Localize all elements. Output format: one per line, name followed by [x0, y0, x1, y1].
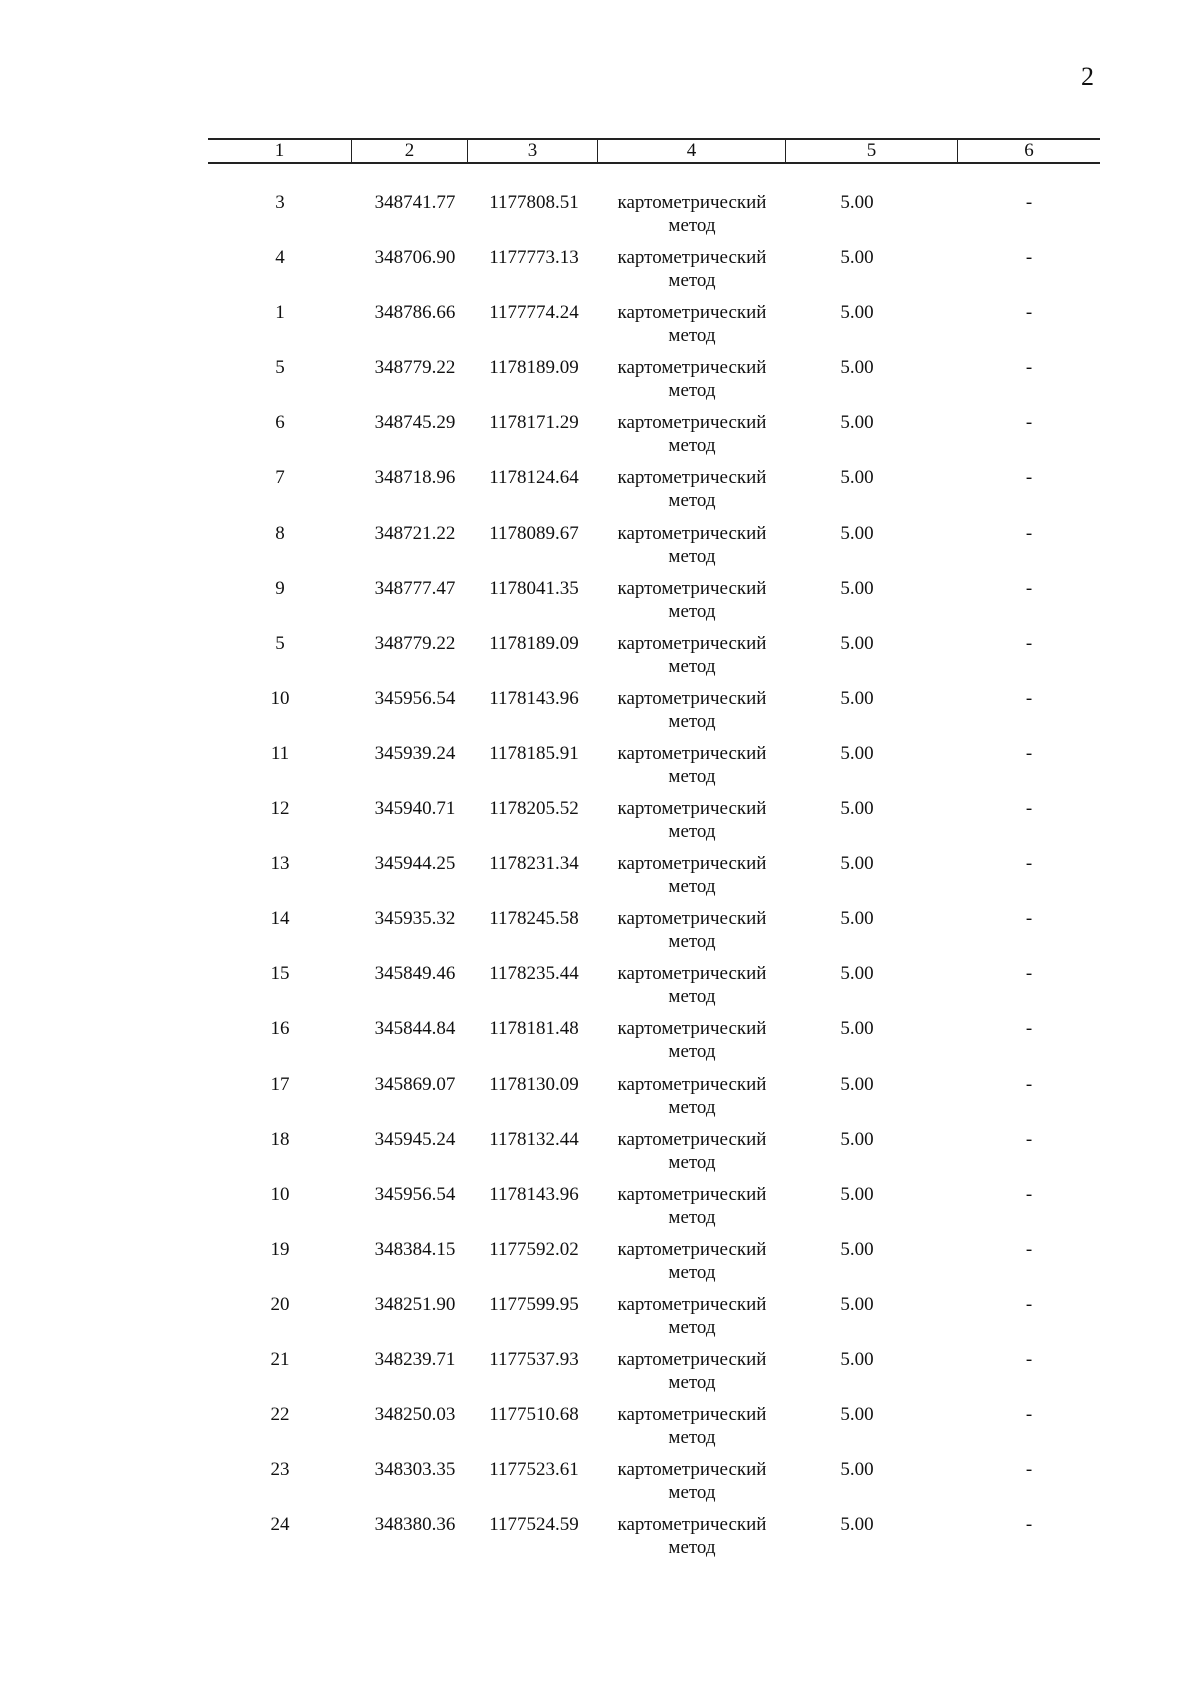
- method-line-2: метод: [668, 215, 716, 236]
- method-line-1: картометрический: [617, 632, 767, 654]
- method-cell: [598, 797, 786, 843]
- method-line-2: метод: [668, 600, 716, 622]
- method-line-1: картометрический: [617, 467, 767, 489]
- method-line-2: метод: [668, 821, 716, 843]
- method-line-2: метод: [668, 765, 716, 787]
- point-number-cell: 5: [275, 632, 285, 654]
- point-number-cell: 3: [275, 192, 285, 213]
- method-line-2: метод: [668, 1316, 716, 1338]
- method-cell: [598, 1293, 786, 1339]
- x-coordinate-cell: 345869.07: [374, 1073, 456, 1095]
- x-coordinate-cell: 345956.54: [374, 1183, 456, 1205]
- note-cell: -: [1025, 1348, 1033, 1370]
- method-line-2: метод: [668, 490, 716, 512]
- note-cell: -: [1025, 1459, 1033, 1481]
- method-cell: [598, 466, 786, 512]
- y-coordinate-cell: 1178143.96: [489, 687, 579, 709]
- x-coordinate-cell: 345849.46: [374, 963, 456, 985]
- table-row: [208, 1293, 1100, 1348]
- table-row: [208, 522, 1100, 577]
- table-row: [208, 577, 1100, 632]
- accuracy-cell: 5.00: [840, 687, 874, 709]
- table-row: [208, 301, 1100, 356]
- y-coordinate-cell: 1178189.09: [489, 632, 579, 654]
- y-coordinate-cell: 1178041.35: [489, 577, 579, 599]
- note-cell: -: [1025, 357, 1033, 379]
- method-line-2: метод: [668, 876, 716, 898]
- method-cell: [598, 191, 786, 237]
- method-cell: [598, 907, 786, 953]
- header-cell-1: 1: [208, 140, 352, 162]
- method-line-2: метод: [668, 986, 716, 1008]
- y-coordinate-cell: 1177524.59: [489, 1514, 579, 1536]
- method-cell: [598, 522, 786, 568]
- method-cell: [598, 577, 786, 623]
- accuracy-cell: 5.00: [840, 908, 874, 930]
- method-cell: [598, 852, 786, 898]
- x-coordinate-cell: 348250.03: [374, 1404, 456, 1426]
- method-line-1: картометрический: [617, 1293, 767, 1315]
- table-row: [208, 1513, 1100, 1568]
- point-number-cell: 21: [270, 1348, 290, 1370]
- method-line-2: метод: [668, 435, 716, 457]
- point-number-cell: 20: [270, 1293, 290, 1315]
- method-line-1: картометрический: [617, 1459, 767, 1481]
- method-cell: [598, 1017, 786, 1063]
- y-coordinate-cell: 1178130.09: [489, 1073, 579, 1095]
- x-coordinate-cell: 348779.22: [374, 357, 456, 379]
- y-coordinate-cell: 1177592.02: [489, 1238, 579, 1260]
- x-coordinate-cell: 348741.77: [374, 192, 456, 213]
- y-coordinate-cell: 1177523.61: [489, 1459, 579, 1481]
- note-cell: -: [1025, 798, 1033, 820]
- note-cell: -: [1025, 963, 1033, 985]
- point-number-cell: 13: [270, 853, 290, 875]
- y-coordinate-cell: 1178143.96: [489, 1183, 579, 1205]
- x-coordinate-cell: 345956.54: [374, 687, 456, 709]
- method-cell: [598, 1513, 786, 1559]
- x-coordinate-cell: 348706.90: [374, 247, 456, 269]
- x-coordinate-cell: 345939.24: [374, 742, 456, 764]
- y-coordinate-cell: 1177773.13: [489, 247, 579, 269]
- accuracy-cell: 5.00: [840, 853, 874, 875]
- method-line-1: картометрический: [617, 577, 767, 599]
- method-cell: [598, 1183, 786, 1229]
- table-row: [208, 1128, 1100, 1183]
- note-cell: -: [1025, 577, 1033, 599]
- method-line-2: метод: [668, 1371, 716, 1393]
- method-line-1: картометрический: [617, 1238, 767, 1260]
- note-cell: -: [1025, 302, 1033, 324]
- table-row: [208, 852, 1100, 907]
- table-row: [208, 411, 1100, 466]
- method-line-2: метод: [668, 1261, 716, 1283]
- method-cell: [598, 1348, 786, 1394]
- y-coordinate-cell: 1177599.95: [489, 1293, 579, 1315]
- point-number-cell: 23: [270, 1459, 290, 1481]
- accuracy-cell: 5.00: [840, 1128, 874, 1150]
- note-cell: -: [1025, 412, 1033, 434]
- x-coordinate-cell: 345944.25: [374, 853, 456, 875]
- point-number-cell: 10: [270, 1183, 290, 1205]
- accuracy-cell: 5.00: [840, 577, 874, 599]
- note-cell: -: [1025, 247, 1033, 269]
- y-coordinate-cell: 1177537.93: [489, 1348, 579, 1370]
- point-number-cell: 16: [270, 1018, 290, 1040]
- table-header: [208, 138, 1100, 164]
- note-cell: -: [1025, 742, 1033, 764]
- accuracy-cell: 5.00: [840, 632, 874, 654]
- page-number: 2: [1081, 62, 1094, 91]
- x-coordinate-cell: 348777.47: [374, 577, 456, 599]
- accuracy-cell: 5.00: [840, 192, 874, 213]
- accuracy-cell: 5.00: [840, 522, 874, 544]
- method-line-2: метод: [668, 1041, 716, 1063]
- method-line-1: картометрический: [617, 1183, 767, 1205]
- point-number-cell: 24: [270, 1514, 290, 1536]
- method-line-1: картометрический: [617, 1128, 767, 1150]
- header-cell-3: 3: [468, 140, 598, 162]
- accuracy-cell: 5.00: [840, 1018, 874, 1040]
- note-cell: -: [1025, 1238, 1033, 1260]
- method-cell: [598, 246, 786, 292]
- header-cell-6: 6: [1024, 140, 1034, 161]
- x-coordinate-cell: 345844.84: [374, 1018, 456, 1040]
- table-row: [208, 1183, 1100, 1238]
- table-row: [208, 742, 1100, 797]
- accuracy-cell: 5.00: [840, 467, 874, 489]
- point-number-cell: 19: [270, 1238, 290, 1260]
- note-cell: -: [1025, 1514, 1033, 1536]
- x-coordinate-cell: 348786.66: [374, 302, 456, 324]
- note-cell: -: [1025, 1018, 1033, 1040]
- x-coordinate-cell: 348239.71: [374, 1348, 456, 1370]
- x-coordinate-cell: 348251.90: [374, 1293, 456, 1315]
- point-number-cell: 11: [270, 742, 290, 764]
- accuracy-cell: 5.00: [840, 1514, 874, 1536]
- table-row: [208, 1238, 1100, 1293]
- table-row: [208, 1017, 1100, 1072]
- method-cell: [598, 1238, 786, 1284]
- accuracy-cell: 5.00: [840, 1073, 874, 1095]
- method-line-2: метод: [668, 270, 716, 292]
- header-cell-4: 4: [598, 140, 786, 162]
- y-coordinate-cell: 1177808.51: [489, 192, 579, 213]
- method-cell: [598, 1458, 786, 1504]
- table-row: [208, 797, 1100, 852]
- method-line-2: метод: [668, 1537, 716, 1559]
- method-cell: [598, 632, 786, 678]
- note-cell: -: [1025, 1404, 1033, 1426]
- x-coordinate-cell: 348721.22: [374, 522, 456, 544]
- point-number-cell: 18: [270, 1128, 290, 1150]
- point-number-cell: 12: [270, 798, 290, 820]
- method-cell: [598, 1128, 786, 1174]
- x-coordinate-cell: 345945.24: [374, 1128, 456, 1150]
- method-cell: [598, 411, 786, 457]
- method-line-1: картометрический: [617, 853, 767, 875]
- note-cell: -: [1025, 1128, 1033, 1150]
- x-coordinate-cell: 348303.35: [374, 1459, 456, 1481]
- accuracy-cell: 5.00: [840, 742, 874, 764]
- accuracy-cell: 5.00: [840, 1183, 874, 1205]
- method-cell: [598, 687, 786, 733]
- point-number-cell: 9: [275, 577, 285, 599]
- method-line-1: картометрический: [617, 908, 767, 930]
- note-cell: -: [1025, 1073, 1033, 1095]
- y-coordinate-cell: 1178132.44: [489, 1128, 579, 1150]
- method-line-1: картометрический: [617, 1404, 767, 1426]
- method-line-2: метод: [668, 1482, 716, 1504]
- accuracy-cell: 5.00: [840, 302, 874, 324]
- method-line-1: картометрический: [617, 247, 767, 269]
- table-row: [208, 191, 1100, 246]
- x-coordinate-cell: 348384.15: [374, 1238, 456, 1260]
- method-line-1: картометрический: [617, 302, 767, 324]
- accuracy-cell: 5.00: [840, 412, 874, 434]
- point-number-cell: 1: [275, 302, 285, 324]
- y-coordinate-cell: 1178181.48: [489, 1018, 579, 1040]
- method-line-1: картометрический: [617, 1348, 767, 1370]
- y-coordinate-cell: 1178189.09: [489, 357, 579, 379]
- point-number-cell: 5: [275, 357, 285, 379]
- table-row: [208, 1458, 1100, 1513]
- note-cell: -: [1025, 908, 1033, 930]
- method-line-2: метод: [668, 655, 716, 677]
- accuracy-cell: 5.00: [840, 1238, 874, 1260]
- table-row: [208, 246, 1100, 301]
- y-coordinate-cell: 1178205.52: [489, 798, 579, 820]
- accuracy-cell: 5.00: [840, 1293, 874, 1315]
- note-cell: -: [1025, 467, 1033, 489]
- method-line-1: картометрический: [617, 412, 767, 434]
- point-number-cell: 17: [270, 1073, 290, 1095]
- table-row: [208, 632, 1100, 687]
- method-line-2: метод: [668, 1427, 716, 1449]
- accuracy-cell: 5.00: [840, 963, 874, 985]
- accuracy-cell: 5.00: [840, 1404, 874, 1426]
- x-coordinate-cell: 348745.29: [374, 412, 456, 434]
- header-cell-2: 2: [352, 140, 468, 162]
- x-coordinate-cell: 345935.32: [374, 908, 456, 930]
- point-number-cell: 7: [275, 467, 285, 489]
- point-number-cell: 8: [275, 522, 285, 544]
- note-cell: -: [1025, 522, 1033, 544]
- y-coordinate-cell: 1177510.68: [489, 1404, 579, 1426]
- y-coordinate-cell: 1177774.24: [489, 302, 579, 324]
- y-coordinate-cell: 1178185.91: [489, 742, 579, 764]
- method-line-1: картометрический: [617, 963, 767, 985]
- note-cell: -: [1025, 687, 1033, 709]
- table-row: [208, 907, 1100, 962]
- method-line-2: метод: [668, 1151, 716, 1173]
- x-coordinate-cell: 348380.36: [374, 1514, 456, 1536]
- header-cell-5: 5: [786, 140, 958, 162]
- accuracy-cell: 5.00: [840, 798, 874, 820]
- point-number-cell: 15: [270, 963, 290, 985]
- method-cell: [598, 356, 786, 402]
- method-cell: [598, 1403, 786, 1449]
- y-coordinate-cell: 1178235.44: [489, 963, 579, 985]
- point-number-cell: 22: [270, 1404, 290, 1426]
- y-coordinate-cell: 1178231.34: [489, 853, 579, 875]
- y-coordinate-cell: 1178245.58: [489, 908, 579, 930]
- accuracy-cell: 5.00: [840, 357, 874, 379]
- x-coordinate-cell: 348718.96: [374, 467, 456, 489]
- table-row: [208, 1348, 1100, 1403]
- point-number-cell: 10: [270, 687, 290, 709]
- y-coordinate-cell: 1178124.64: [489, 467, 579, 489]
- point-number-cell: 6: [275, 412, 285, 434]
- table-row: [208, 962, 1100, 1017]
- method-line-1: картометрический: [617, 357, 767, 379]
- table-body: [208, 191, 1100, 1568]
- method-line-2: метод: [668, 710, 716, 732]
- method-line-2: метод: [668, 1096, 716, 1118]
- table-row: [208, 1073, 1100, 1128]
- note-cell: -: [1025, 1183, 1033, 1205]
- method-line-2: метод: [668, 380, 716, 402]
- note-cell: -: [1025, 632, 1033, 654]
- method-line-1: картометрический: [617, 1073, 767, 1095]
- note-cell: -: [1025, 192, 1033, 213]
- y-coordinate-cell: 1178171.29: [489, 412, 579, 434]
- method-line-1: картометрический: [617, 1018, 767, 1040]
- table-row: [208, 466, 1100, 521]
- method-line-2: метод: [668, 545, 716, 567]
- method-line-1: картометрический: [617, 742, 767, 764]
- accuracy-cell: 5.00: [840, 1459, 874, 1481]
- x-coordinate-cell: 348779.22: [374, 632, 456, 654]
- method-cell: [598, 1073, 786, 1119]
- table-row: [208, 356, 1100, 411]
- accuracy-cell: 5.00: [840, 1348, 874, 1370]
- method-cell: [598, 742, 786, 788]
- method-line-1: картометрический: [617, 522, 767, 544]
- y-coordinate-cell: 1178089.67: [489, 522, 579, 544]
- x-coordinate-cell: 345940.71: [374, 798, 456, 820]
- method-line-1: картометрический: [617, 192, 767, 213]
- method-cell: [598, 301, 786, 347]
- table-row: [208, 1403, 1100, 1458]
- method-line-1: картометрический: [617, 687, 767, 709]
- method-cell: [598, 962, 786, 1008]
- note-cell: -: [1025, 1293, 1033, 1315]
- method-line-1: картометрический: [617, 1514, 767, 1536]
- method-line-1: картометрический: [617, 798, 767, 820]
- note-cell: -: [1025, 853, 1033, 875]
- accuracy-cell: 5.00: [840, 247, 874, 269]
- point-number-cell: 14: [270, 908, 290, 930]
- table-row: [208, 687, 1100, 742]
- method-line-2: метод: [668, 1206, 716, 1228]
- point-number-cell: 4: [275, 247, 285, 269]
- method-line-2: метод: [668, 931, 716, 953]
- method-line-2: метод: [668, 325, 716, 347]
